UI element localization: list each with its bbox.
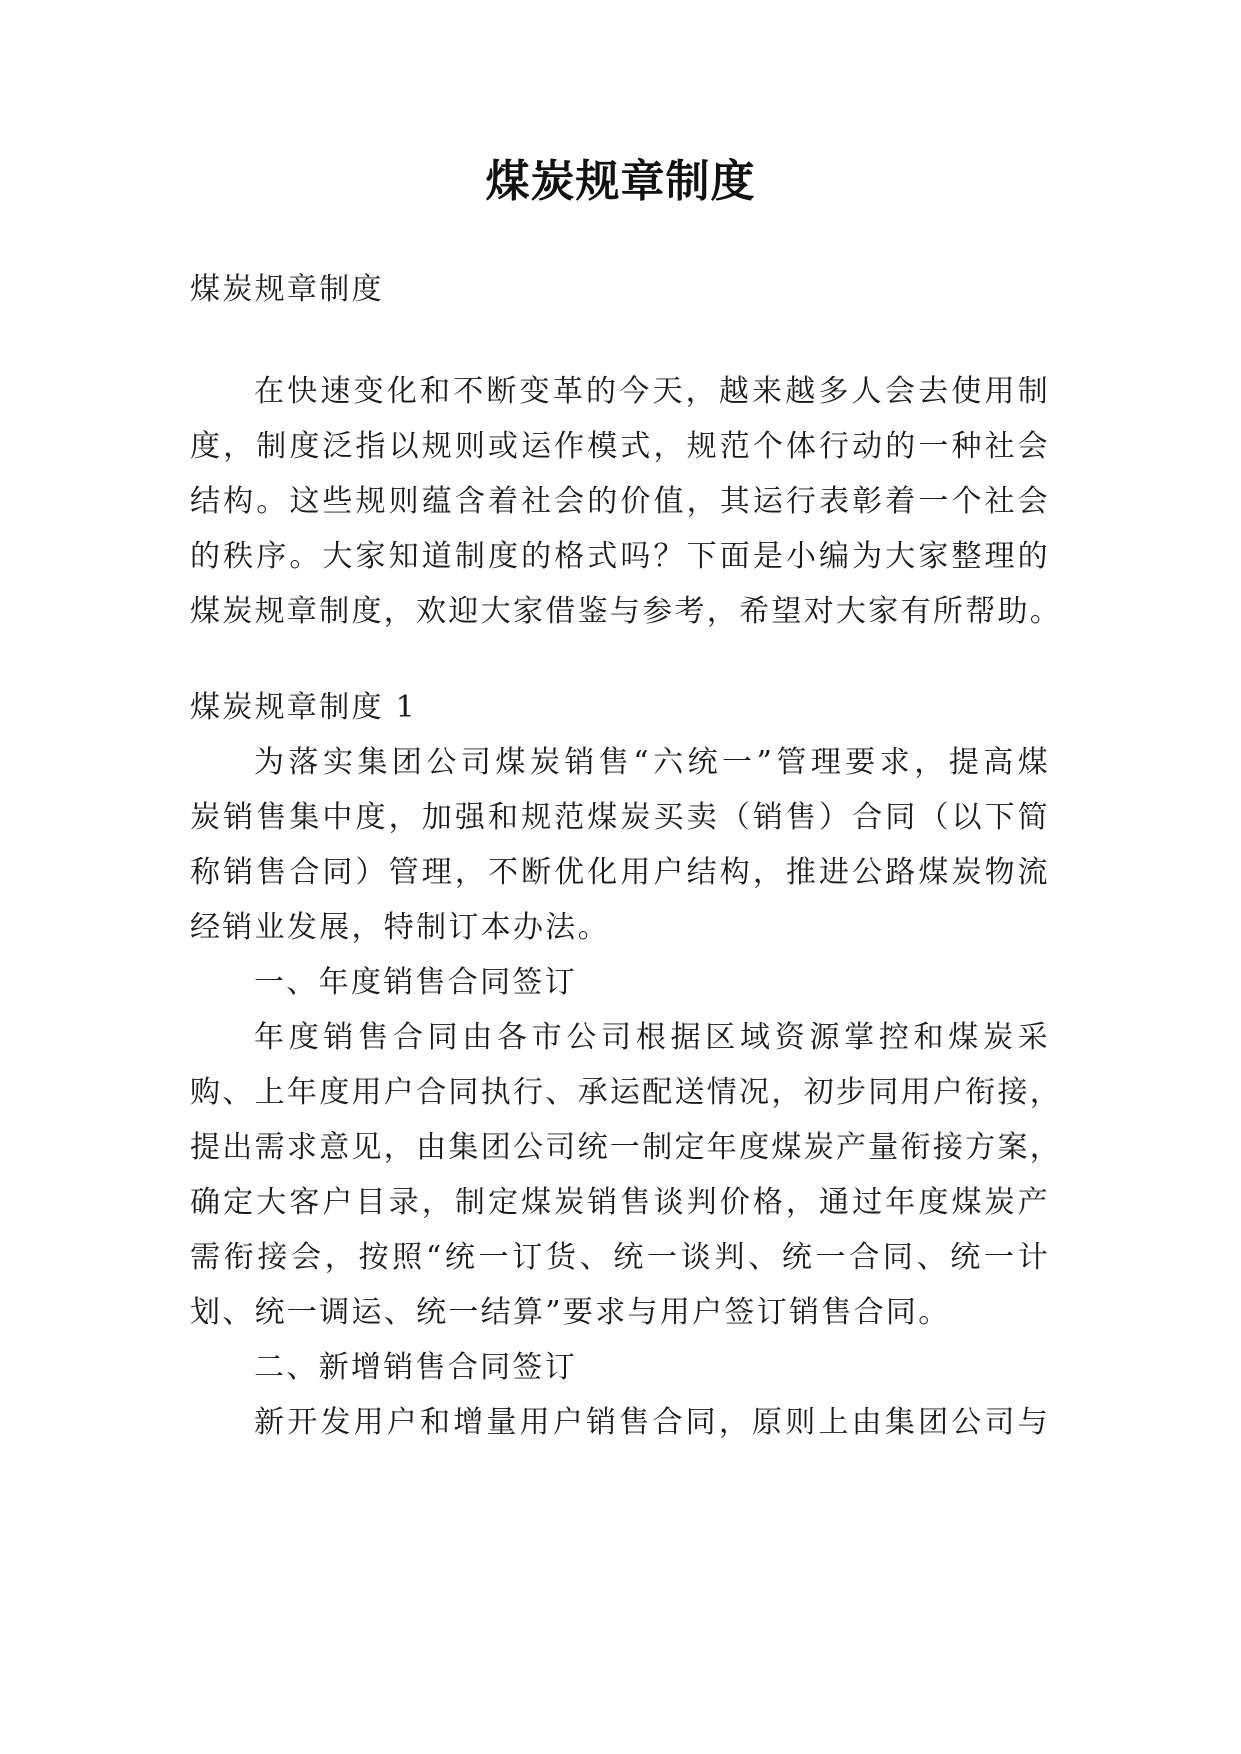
paragraph-line: 确定大客户目录，制定煤炭销售谈判价格，通过年度煤炭产 [190, 1185, 1050, 1220]
paragraph-line: 为落实集团公司煤炭销售“六统一”管理要求，提高煤 [254, 745, 1050, 780]
item-heading: 一、年度销售合同签订 [254, 965, 577, 1000]
paragraph-line: 购、上年度用户合同执行、承运配送情况，初步同用户衔接， [190, 1075, 1063, 1110]
paragraph-line: 经销业发展，特制订本办法。 [190, 910, 610, 945]
intro-line: 煤炭规章制度，欢迎大家借鉴与参考，希望对大家有所帮助。 [190, 594, 1063, 629]
paragraph-line: 需衔接会，按照“统一订货、统一谈判、统一合同、统一计 [190, 1240, 1050, 1275]
paragraph-line: 提出需求意见，由集团公司统一制定年度煤炭产量衔接方案， [190, 1130, 1063, 1165]
intro-line: 度，制度泛指以规则或运作模式，规范个体行动的一种社会 [190, 429, 1050, 464]
page-title: 煤炭规章制度 [485, 156, 756, 207]
item-heading: 二、新增销售合同签订 [254, 1350, 577, 1385]
intro-line: 在快速变化和不断变革的今天，越来越多人会去使用制 [254, 374, 1050, 409]
paragraph-line: 划、统一调运、统一结算”要求与用户签订销售合同。 [190, 1295, 951, 1330]
paragraph-line: 新开发用户和增量用户销售合同，原则上由集团公司与 [254, 1405, 1050, 1440]
section-heading: 煤炭规章制度 1 [190, 690, 418, 725]
intro-line: 的秩序。大家知道制度的格式吗？下面是小编为大家整理的 [190, 539, 1050, 574]
intro-line: 结构。这些规则蕴含着社会的价值，其运行表彰着一个社会 [190, 484, 1050, 519]
paragraph-line: 炭销售集中度，加强和规范煤炭买卖（销售）合同（以下简 [190, 800, 1050, 835]
paragraph-line: 称销售合同）管理，不断优化用户结构，推进公路煤炭物流 [190, 855, 1050, 890]
document-subtitle: 煤炭规章制度 [190, 272, 384, 307]
paragraph-line: 年度销售合同由各市公司根据区域资源掌控和煤炭采 [254, 1020, 1050, 1055]
